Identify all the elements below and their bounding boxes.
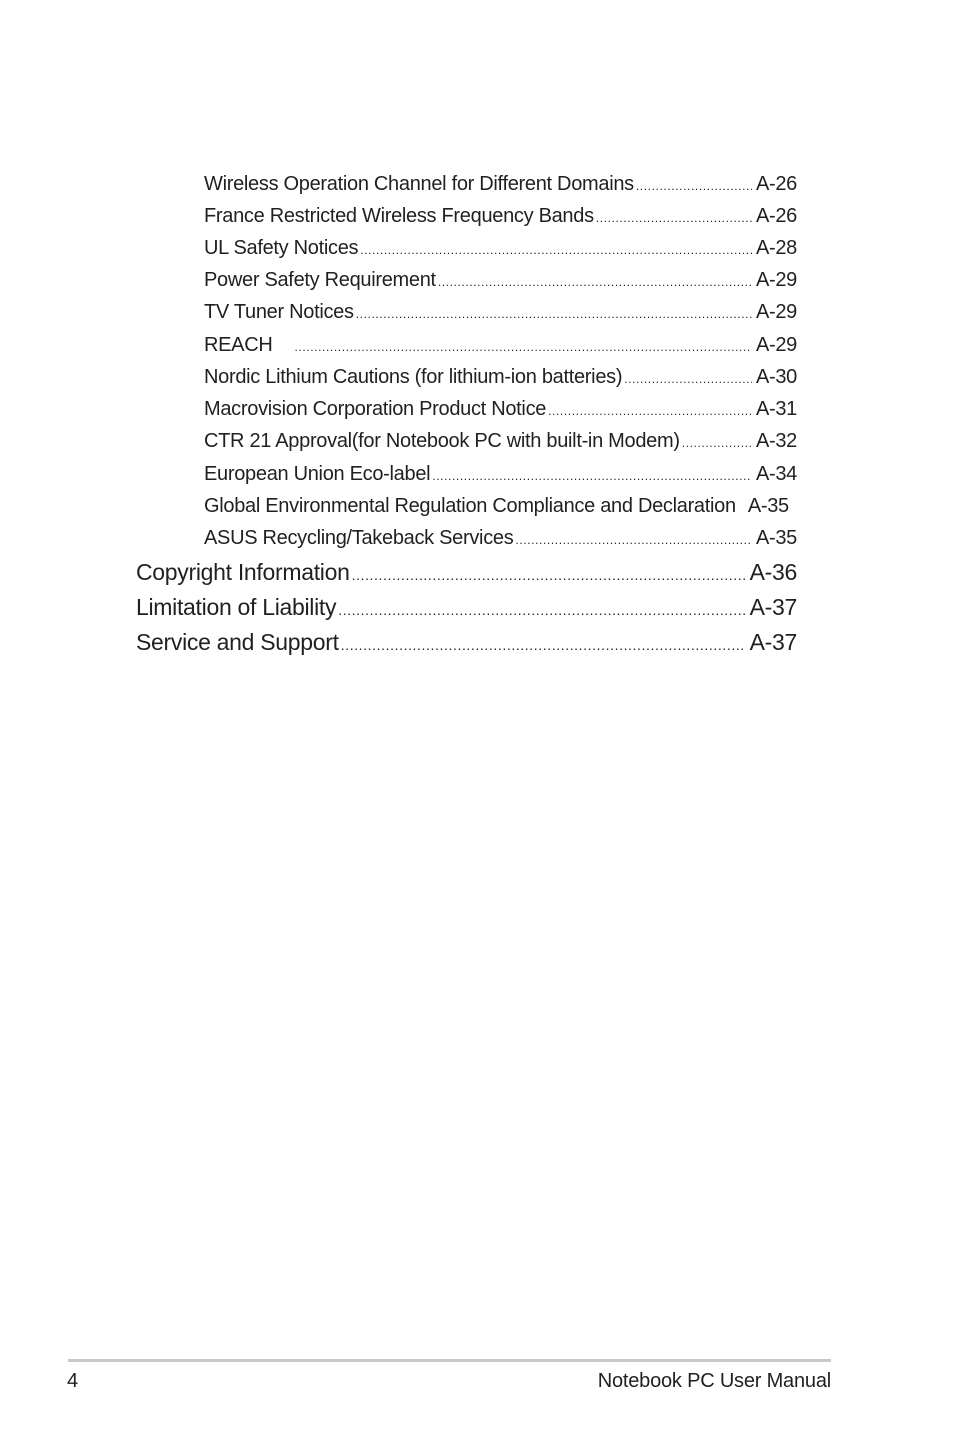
toc-entry[interactable] (204, 427, 797, 455)
toc-entry[interactable] (204, 395, 797, 423)
toc-entry[interactable] (204, 234, 797, 262)
toc-dot-leader (432, 462, 752, 488)
toc-entry-title: Nordic Lithium Cautions (for lithium-ion batteries) (204, 366, 623, 388)
toc-dot-leader (596, 204, 752, 230)
toc-entry[interactable] (204, 331, 797, 359)
toc-dot-leader (338, 594, 745, 623)
toc-entry-title: CTR 21 Approval(for Notebook PC with built-in Modem) (204, 430, 680, 452)
toc-dot-leader (682, 429, 752, 455)
toc-entry-title: Power Safety Requirement (204, 269, 436, 291)
toc-entry-page: A-36 (749, 559, 797, 585)
toc-entry-title: Macrovision Corporation Product Notice (204, 398, 547, 420)
toc-dot-leader (356, 300, 752, 326)
footer-manual-title: Notebook PC User Manual (597, 1370, 831, 1392)
toc-entry[interactable] (204, 266, 797, 294)
toc-entry[interactable] (204, 298, 797, 326)
toc-entry-page: A-26 (755, 205, 797, 227)
toc-dot-leader (341, 629, 746, 658)
toc-entry-title: Service and Support (136, 629, 339, 655)
toc-entry-title: Limitation of Liability (136, 594, 337, 620)
toc-entry-page: A-29 (755, 269, 797, 291)
toc-entry-page: A-35 (747, 495, 789, 517)
toc-entry[interactable] (204, 363, 797, 391)
toc-entry-page: A-37 (749, 594, 797, 620)
toc-entry-page: A-29 (755, 334, 797, 356)
toc-main-entry[interactable] (136, 591, 797, 623)
toc-entry-title: UL Safety Notices (204, 237, 359, 259)
toc-entry-page: A-30 (755, 366, 797, 388)
footer-divider (68, 1359, 831, 1362)
toc-dot-leader (438, 268, 752, 294)
toc-entry-title: European Union Eco-label (204, 463, 431, 485)
toc-entry[interactable] (204, 460, 797, 488)
toc-dot-leader (636, 172, 752, 198)
toc-dot-leader (360, 236, 752, 262)
toc-entry-page: A-31 (755, 398, 797, 420)
toc-entry-title: Global Environmental Regulation Compliance and Declaration (204, 495, 736, 517)
toc-entry-page: A-34 (755, 463, 797, 485)
toc-entry-page: A-29 (755, 301, 797, 323)
toc-entry-title: France Restricted Wireless Frequency Bands (204, 205, 594, 227)
toc-entry[interactable] (204, 202, 797, 230)
toc-dot-leader (352, 559, 746, 588)
toc-entry-title: REACH (204, 334, 273, 356)
toc-entry-title: Wireless Operation Channel for Different Domains (204, 173, 634, 195)
toc-dot-leader (295, 333, 752, 359)
toc-entry-title: ASUS Recycling/Takeback Services (204, 527, 514, 549)
toc-entry-title: TV Tuner Notices (204, 301, 354, 323)
toc-entry-page: A-26 (755, 173, 797, 195)
toc-entry[interactable] (204, 492, 824, 520)
toc-entry-page: A-35 (755, 527, 797, 549)
toc-main-entry[interactable] (136, 626, 797, 658)
toc-dot-leader (624, 365, 752, 391)
toc-entry-page: A-32 (755, 430, 797, 452)
toc-dot-leader (515, 526, 752, 552)
toc-main-entry[interactable] (136, 556, 797, 588)
toc-entry[interactable] (204, 524, 797, 552)
toc-entry-title: Copyright Information (136, 559, 350, 585)
toc-entry-page: A-28 (755, 237, 797, 259)
toc-entry-page: A-37 (749, 629, 797, 655)
toc-dot-leader (548, 397, 752, 423)
toc-entry[interactable] (204, 170, 797, 198)
footer-page-number: 4 (67, 1370, 79, 1392)
